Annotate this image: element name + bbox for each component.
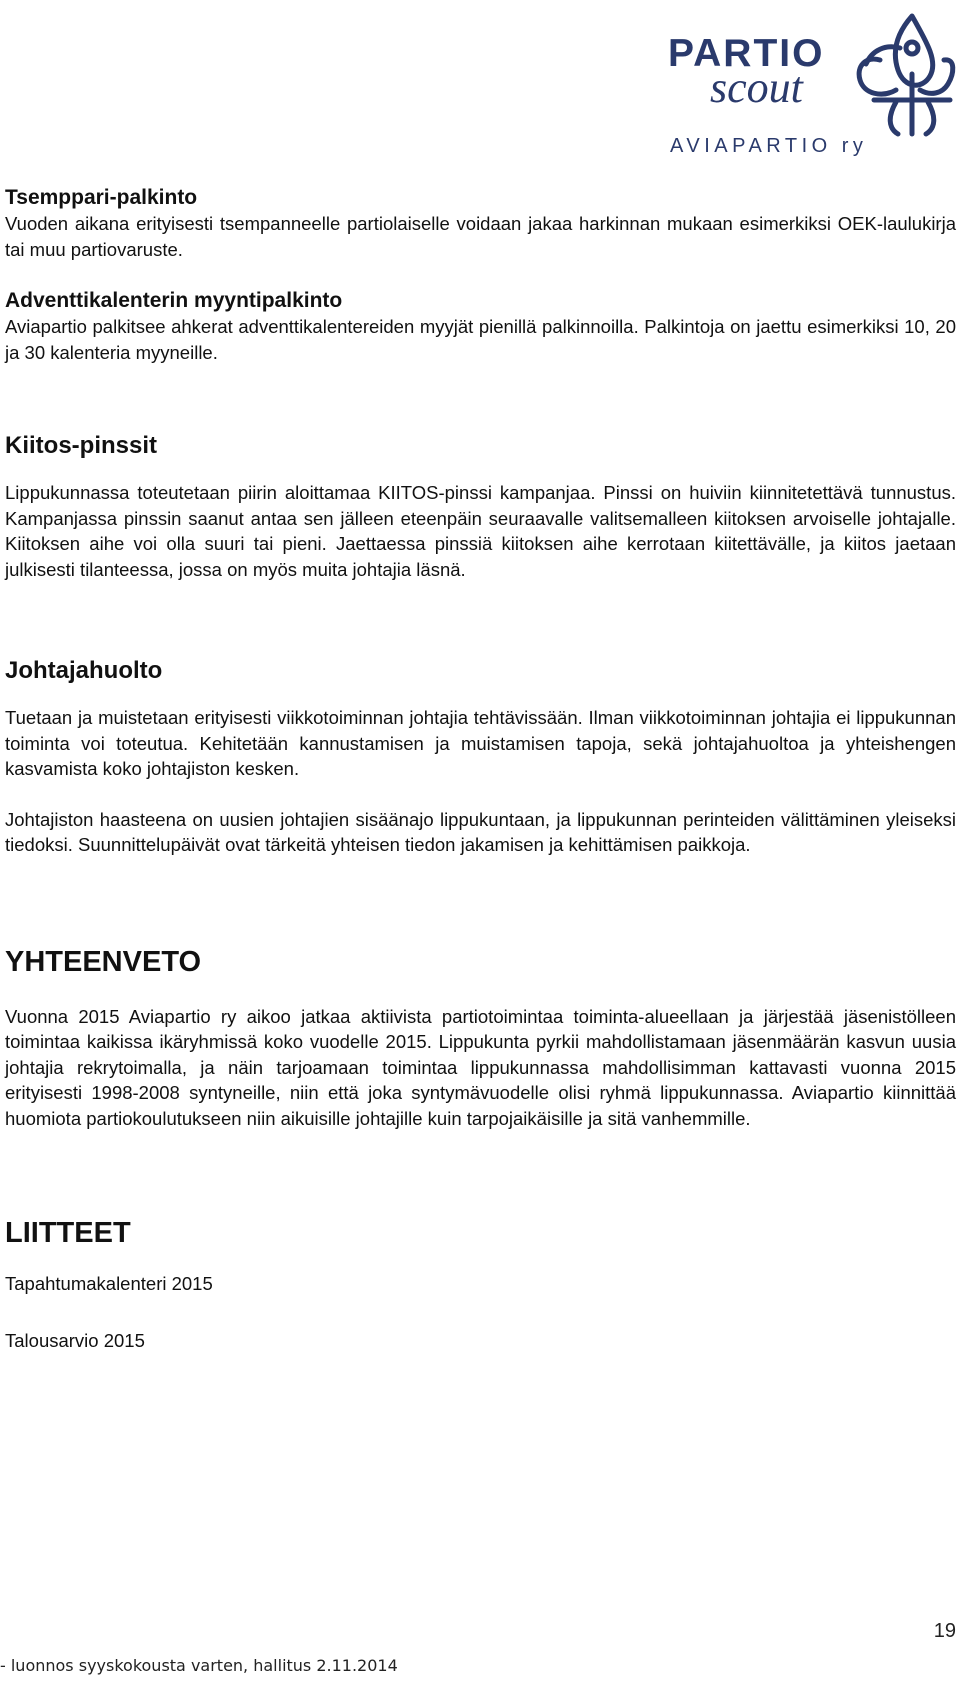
- attachment-item: Tapahtumakalenteri 2015: [5, 1273, 213, 1294]
- document-body: [5, 184, 956, 1353]
- paragraph-tsemppari: Vuoden aikana erityisesti tsempanneelle partiolaiselle voidaan jakaa harkinnan mukaan esimerkiksi OEK-laulukirja tai muu partiovaruste.: [5, 213, 956, 260]
- heading-yhteenveto: YHTEENVETO: [5, 945, 202, 978]
- paragraph-adventti: Aviapartio palkitsee ahkerat adventtikalentereiden myyjät pienillä palkinnoilla. Palkintoja on jaettu esimerkiksi 10, 20 ja 30 kalenteria myyneille.: [5, 316, 956, 363]
- heading-kiitos: Kiitos-pinssit: [5, 432, 158, 459]
- attachment-item: Talousarvio 2015: [5, 1329, 145, 1351]
- paragraph-johtajahuolto-1: Tuetaan ja muistetaan erityisesti viikkotoiminnan johtajia tehtävissään. Ilman viikkotoiminnan johtajia ei lippukunnan toiminta voi toteutua. Kehitetään kannustamisen ja muistamisen tapoja, sekä johtajahuoltoa ja yhteishengen kasvamista koko johtajiston kesken.: [5, 707, 956, 779]
- logo-org-name: AVIAPARTIO ry: [670, 135, 868, 157]
- heading-liitteet: LIITTEET: [5, 1217, 131, 1249]
- paragraph-kiitos: Lippukunnassa toteutetaan piirin aloittamaa KIITOS-pinssi kampanjaa. Pinssi on huiviin kiinnitetettävä tunnustus. Kampanjassa pinssin saanut antaa sen jälleen eteenpäin seuraavalle valitsemalleen kiitoksen arvoiselle johtajalle. Kiitoksen aihe voi olla suuri tai pieni. Jaettaessa pinssiä kiitoksen aihe kerrotaan kiitettävälle, ja kiitos jaetaan julkisesti tilanteessa, jossa on myös muita johtajia läsnä.: [5, 482, 956, 580]
- logo-brand-top: PARTIO: [668, 32, 825, 75]
- paragraph-johtajahuolto-2: Johtajiston haasteena on uusien johtajien sisäänajo lippukuntaan, ja lippukunnan perinteiden välittäminen yleiseksi tiedoksi. Suunnittelupäivät ovat tärkeitä yhteisen tiedon jakamisen ja kehittämisen paikkoja.: [5, 808, 956, 855]
- page-number: 19: [933, 1620, 956, 1642]
- footer-note: - luonnos syyskokousta varten, hallitus 2.11.2014: [0, 1656, 398, 1675]
- logo-brand-bottom: scout: [710, 63, 803, 112]
- paragraph-yhteenveto: Vuonna 2015 Aviapartio ry aikoo jatkaa aktiivista partiotoimintaa toiminta-alueellaan ja järjestää jäsenistölleen toimintaa kaikissa ikäryhmissä koko vuodelle 2015. Lippukunta pyrkii mahdollistamaan jäsenmäärän kasvun uusia johtajia rekrytoimalla, ja näin tarjoamaan toimintaa lippukunnassa mahdollisimman kattavasti vuonna 2015 erityisesti 1998-2008 syntyneille, niin että joka syntymävuodelle olisi ryhmä lippukunnassa. Aviapartio kiinnittää huomiota partiokoulutukseen niin aikuisille johtajille kuin tarpojaikäisille ja sitä vanhemmille.: [5, 1005, 956, 1129]
- heading-adventti: Adventtikalenterin myyntipalkinto: [5, 289, 343, 312]
- heading-johtajahuolto: Johtajahuolto: [5, 657, 163, 684]
- partio-scout-logo: [660, 4, 956, 162]
- heading-tsemppari: Tsemppari-palkinto: [5, 186, 198, 209]
